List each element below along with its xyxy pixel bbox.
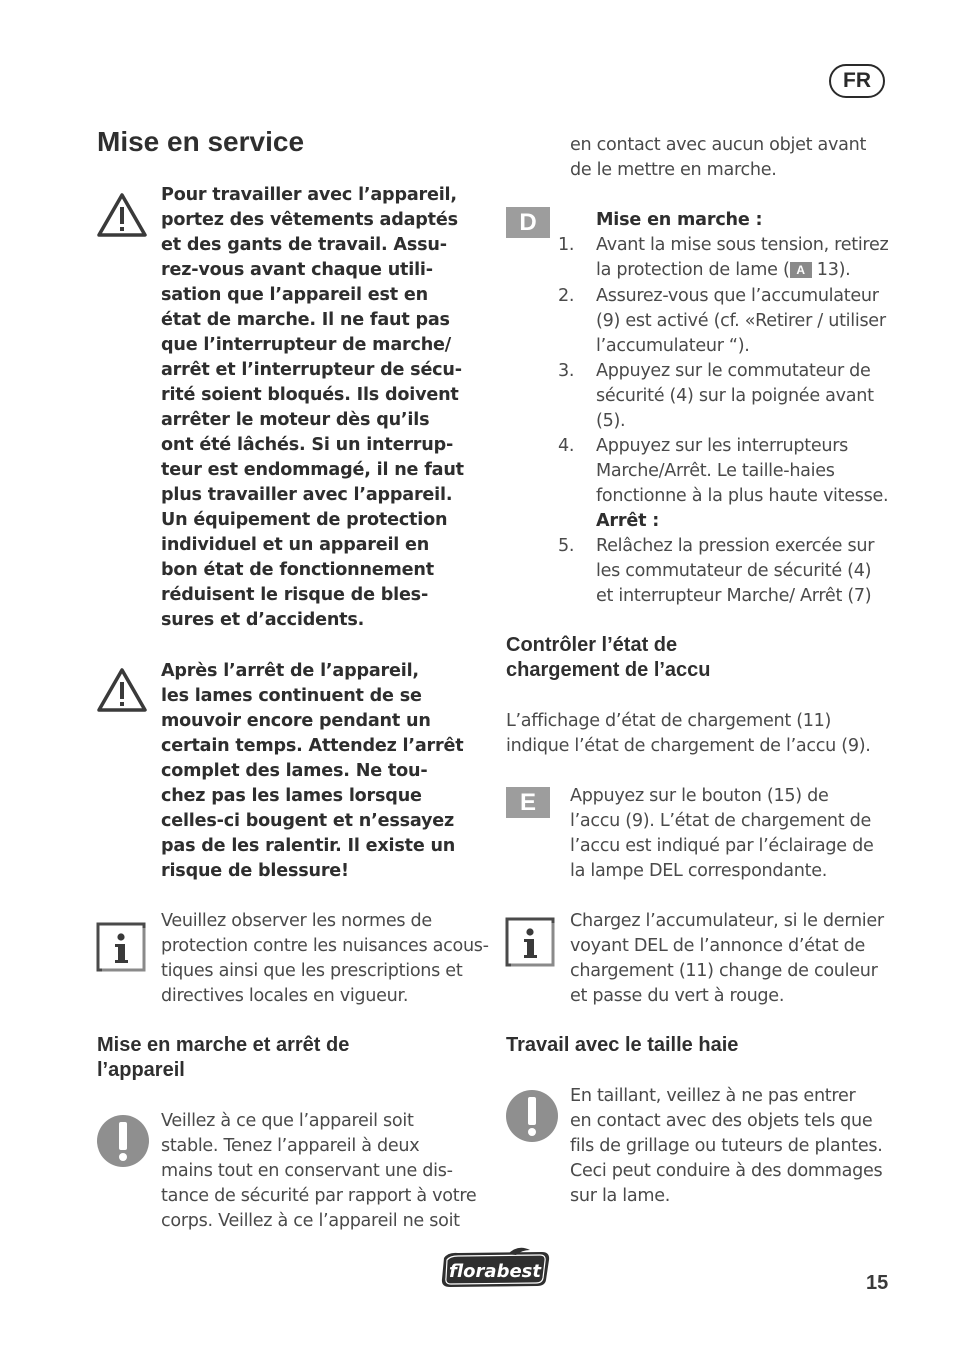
caution-text-stability: Veillez à ce que l’appareil soit stable. Tenez l’appareil à deux mains tout en conservant une dis- tance de sécurité par rapport à votre corps. Veillez à ce l’appareil ne soit	[161, 1111, 477, 1231]
svg-text:florabest: florabest	[449, 1261, 541, 1282]
subsection-title-charge-state: Contrôler l’état de chargement de l’accu	[506, 634, 711, 681]
caution-exclamation-icon	[96, 1114, 150, 1168]
figure-ref-badge: A	[790, 262, 812, 278]
continued-text: en contact avec aucun objet avant de le mettre en marche.	[570, 135, 867, 180]
warning-text-protective-gear: Pour travailler avec l’appareil, portez des vêtements adaptés et des gants de travail. Assu- rez-vous avant chaque utili- sation que l’appareil est en état de marche. Il ne faut pas que l’interrupteur de marche/ arrêt et l’interrupteur de sécu- rité soient bloqués. Ils doivent arrêter le moteur dès qu’ils ont été lâchés. Si un interrup- teur est endommagé, il ne faut plus travailler avec l’appareil. Un équipement de protection individuel et un appareil en bon état de fonctionnement réduisent le risque de bles- sures et d’accidents.	[161, 185, 464, 630]
caution-exclamation-icon	[505, 1089, 559, 1143]
page-title: Mise en service	[97, 126, 305, 157]
charge-check-text: Appuyez sur le bouton (15) de l’accu (9). L’état de chargement de l’accu est indiqué par l’éclairage de la lampe DEL correspondante.	[570, 786, 874, 881]
warning-text-blades: Après l’arrêt de l’appareil, les lames continuent de se mouvoir encore pendant un certain temps. Attendez l’arrêt complet des lames. Ne tou- chez pas les lames lorsque celles-ci bougent et n’essayez pas de les ralentir. Il existe un risque de blessure!	[161, 661, 464, 881]
subsection-title-start-stop: Mise en marche et arrêt de l’appareil	[97, 1034, 350, 1081]
info-text-recharge: Chargez l’accumulateur, si le dernier voyant DEL de l’annonce d’état de chargement (11) change de couleur et passe du vert à rouge.	[570, 911, 884, 1006]
page-number: 15	[866, 1272, 889, 1294]
caution-text-obstacles: En taillant, veillez à ne pas entrer en contact avec des objets tels que fils de grillage ou tuteurs de plantes. Ceci peut conduire à des dommages sur la lame.	[570, 1086, 883, 1206]
figure-ref-box-e: E	[506, 787, 550, 818]
subsection-title-work: Travail avec le taille haie	[506, 1034, 739, 1056]
info-icon	[505, 915, 557, 969]
florabest-logo	[438, 1246, 552, 1290]
start-heading: Mise en marche :	[596, 210, 763, 230]
warning-triangle-icon	[96, 667, 148, 713]
language-badge: FR	[829, 64, 885, 98]
charge-intro-text: L’affichage d’état de chargement (11) indique l’état de chargement de l’accu (9).	[506, 711, 871, 756]
figure-ref-box-d: D	[506, 207, 550, 238]
info-text-noise-regulations: Veuillez observer les normes de protection contre les nuisances acous- tiques ainsi que les prescriptions et directives locales en vigueur.	[161, 911, 489, 1006]
info-icon	[96, 920, 148, 974]
stop-heading: Arrêt :	[596, 511, 660, 531]
warning-triangle-icon	[96, 192, 148, 238]
